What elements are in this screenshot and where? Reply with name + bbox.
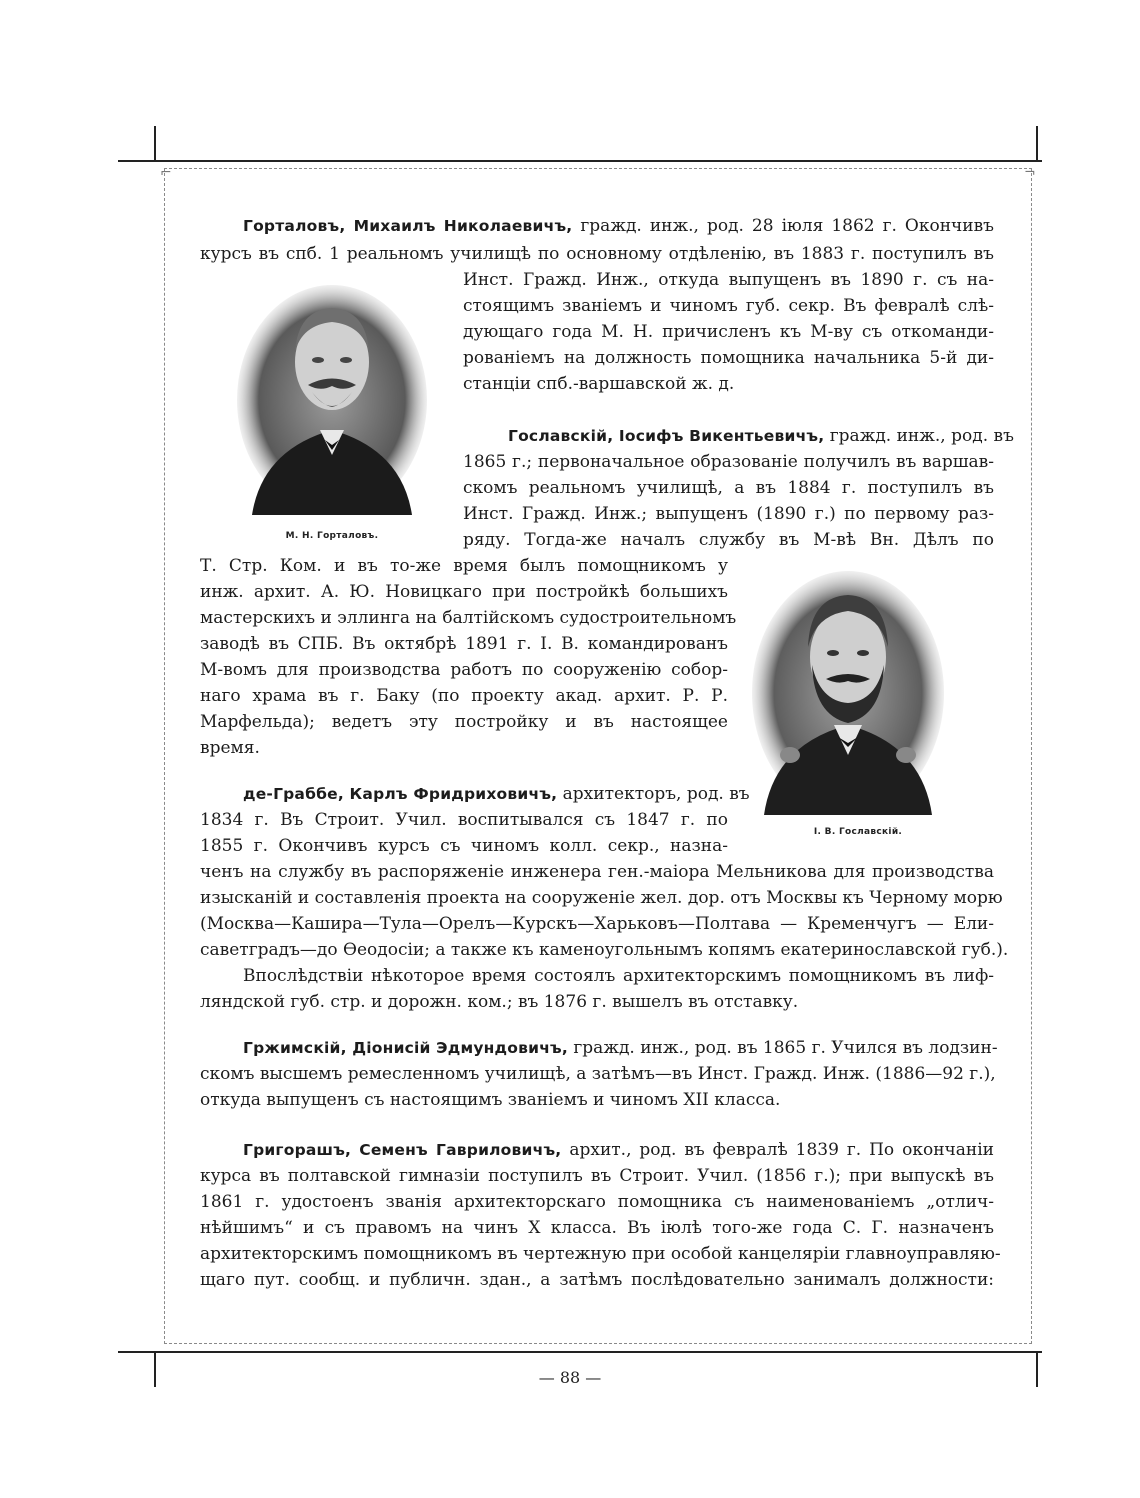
text-line: (Москва—Кашира—Тула—Орелъ—Курскъ—Харьковъ—Полтава — Кременчугъ — Ели- [200,914,994,934]
text-line: 1834 г. Въ Строит. Учил. воспитывался съ 1847 г. по [200,810,728,830]
corner-ornament-tl: ⌐ [160,165,172,181]
corner-ornament-tr: ¬ [1024,165,1036,181]
left-rule-top [154,126,156,162]
entry-heading: Гославскій, Іосифъ Викентьевичъ, [508,427,825,445]
portrait-caption: М. Н. Горталовъ. [285,531,379,541]
text-line: инж. архит. А. Ю. Новицкаго при постройкѣ большихъ [200,582,728,602]
page-number: — 88 — [538,1368,602,1387]
text-line: мастерскихъ и эллинга на балтійскомъ судостроительномъ [200,608,737,628]
text-line: откуда выпущенъ съ настоящимъ званіемъ и чиномъ XII класса. [200,1090,781,1110]
text-line: Горталовъ, Михаилъ Николаевичъ, гражд. инж., род. 28 іюля 1862 г. Окончивъ [243,216,995,236]
text-line: М-вомъ для производства работъ по сооруженію собор- [200,660,728,680]
entry-heading: Гржимскій, Діонисій Эдмундовичъ, [243,1039,568,1057]
text-line: Инст. Гражд. Инж., откуда выпущенъ въ 1890 г. съ на- [463,270,994,290]
text-line: изысканій и составленія проекта на сооруженіе жел. дор. отъ Москвы къ Черному морю [200,888,1003,908]
text-line: Марфельда); ведетъ эту постройку и въ настоящее [200,712,728,732]
portrait-goslavsky [748,565,948,820]
portrait-gortalov [232,280,432,520]
bottom-rule [118,1351,1042,1353]
text-line: ляндской губ. стр. и дорожн. ком.; въ 1876 г. вышелъ въ отставку. [200,992,799,1012]
text-line: рованіемъ на должность помощника начальника 5-й ди- [463,348,994,368]
text-line: Впослѣдствіи нѣкоторое время состоялъ архитекторскимъ помощникомъ въ лиф- [243,966,994,986]
portrait-caption: І. В. Гославскій. [813,827,903,837]
text-line: стоящимъ званіемъ и чиномъ губ. секр. Въ февралѣ слѣ- [463,296,994,316]
text-line: 1855 г. Окончивъ курсъ съ чиномъ колл. секр., назна- [200,836,728,856]
text-line: нѣйшимъ“ и съ правомъ на чинъ X класса. Въ іюлѣ того-же года С. Г. назначенъ [200,1218,994,1238]
text-line: курсъ въ спб. 1 реальномъ училищѣ по основному отдѣленію, въ 1883 г. поступилъ въ [200,244,994,264]
entry-heading: Горталовъ, Михаилъ Николаевичъ, [243,217,573,235]
text-line: ряду. Тогда-же началъ службу въ М-вѣ Вн. Дѣлъ по [463,530,994,550]
text-line: Гржимскій, Діонисій Эдмундовичъ, гражд. инж., род. въ 1865 г. Учился въ лодзин- [243,1038,998,1058]
text-line: Григорашъ, Семенъ Гавриловичъ, архит., род. въ февралѣ 1839 г. По окончаніи [243,1140,994,1160]
text-line: дующаго года М. Н. причисленъ къ М-ву съ откоманди- [463,322,994,342]
top-rule [118,160,1042,162]
right-rule-top [1036,126,1038,162]
text-line: время. [200,738,260,758]
text-line: Инст. Гражд. Инж.; выпущенъ (1890 г.) по первому раз- [463,504,994,524]
entry-heading: де-Граббе, Карлъ Фридриховичъ, [243,785,558,803]
text-line: Гославскій, Іосифъ Викентьевичъ, гражд. инж., род. въ [508,426,1014,446]
text-line: курса въ полтавской гимназіи поступилъ въ Строит. Учил. (1856 г.); при выпускѣ въ [200,1166,994,1186]
text-line: 1861 г. удостоенъ званія архитекторскаго помощника съ наименованіемъ „отлич- [200,1192,994,1212]
text-line: наго храма въ г. Баку (по проекту акад. архит. Р. Р. [200,686,728,706]
entry-heading: Григорашъ, Семенъ Гавриловичъ, [243,1141,562,1159]
text-line: скомъ реальномъ училищѣ, а въ 1884 г. поступилъ въ [463,478,994,498]
text-line: де-Граббе, Карлъ Фридриховичъ, архитекторъ, род. въ [243,784,750,804]
text-line: заводѣ въ СПБ. Въ октябрѣ 1891 г. І. В. командированъ [200,634,728,654]
text-line: архитекторскимъ помощникомъ въ чертежную при особой канцеляріи главноуправляю- [200,1244,1001,1264]
text-line: станціи спб.-варшавской ж. д. [463,374,735,394]
text-line: 1865 г.; первоначальное образованіе получилъ въ варшав- [463,452,994,472]
text-line: Т. Стр. Ком. и въ то-же время былъ помощникомъ у [200,556,728,576]
text-line: ченъ на службу въ распоряженіе инженера ген.-маіора Мельникова для производства [200,862,994,882]
text-line: саветградъ—до Ѳеодосіи; а также къ каменоугольнымъ копямъ екатеринославской губ.). [200,940,1009,960]
text-line: скомъ высшемъ ремесленномъ училищѣ, а затѣмъ—въ Инст. Гражд. Инж. (1886—92 г.), [200,1064,996,1084]
text-line: щаго пут. сообщ. и публичн. здан., а затѣмъ послѣдовательно занималъ должности: [200,1270,994,1290]
